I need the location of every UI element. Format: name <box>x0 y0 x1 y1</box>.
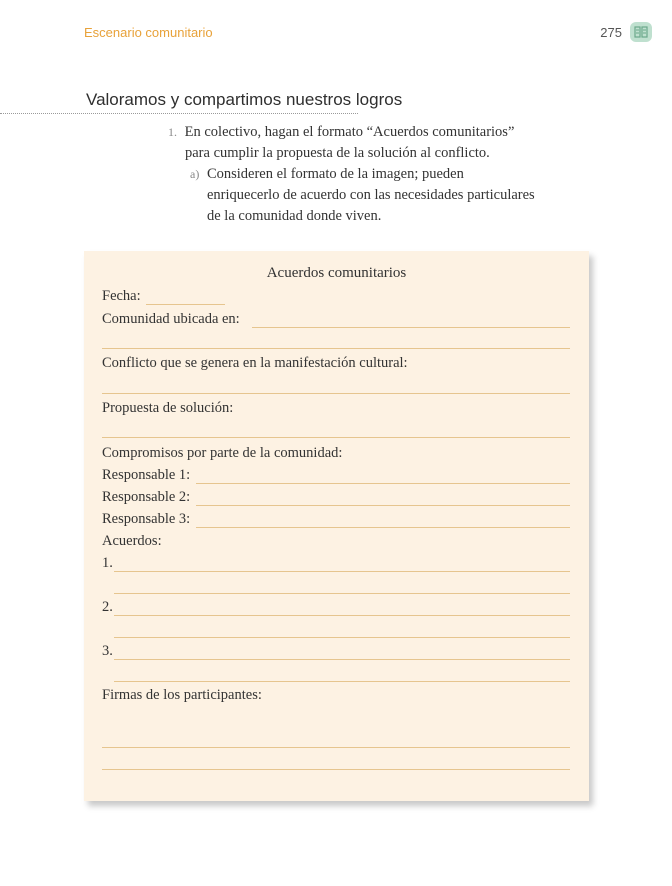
acuerdo-1-line-2[interactable] <box>114 593 570 594</box>
comunidad-line[interactable] <box>252 327 570 328</box>
field-label-responsable-1: Responsable 1: <box>102 467 191 483</box>
acuerdo-2-line-2[interactable] <box>114 637 570 638</box>
acuerdo-1-line[interactable] <box>114 571 570 572</box>
acuerdo-1-label: 1. <box>102 555 113 571</box>
book-icon <box>630 22 652 42</box>
subitem-label: a) <box>190 167 200 181</box>
field-label-firmas: Firmas de los participantes: <box>102 687 262 703</box>
instruction-line: de la comunidad donde viven. <box>207 208 382 224</box>
instruction-line: Consideren el formato de la imagen; pueden <box>206 166 464 182</box>
page-number: 275 <box>600 25 622 40</box>
field-label-fecha: Fecha: <box>102 288 141 304</box>
propuesta-line[interactable] <box>102 437 570 438</box>
firmas-line-2[interactable] <box>102 769 570 770</box>
field-label-acuerdos: Acuerdos: <box>102 533 162 549</box>
item-number: 1. <box>168 125 177 139</box>
field-label-comunidad: Comunidad ubicada en: <box>102 311 240 327</box>
acuerdo-2-line[interactable] <box>114 615 570 616</box>
instruction-subitem-a <box>190 164 464 185</box>
agreements-form-card <box>84 251 589 801</box>
acuerdo-3-label: 3. <box>102 643 113 659</box>
acuerdo-3-line-2[interactable] <box>114 681 570 682</box>
section-title: Valoramos y compartimos nuestros logros <box>86 90 403 109</box>
field-label-compromisos: Compromisos por parte de la comunidad: <box>102 445 343 461</box>
comunidad-line-2[interactable] <box>102 348 570 349</box>
conflicto-line[interactable] <box>102 393 570 394</box>
header-section-label: Escenario comunitario <box>84 25 213 40</box>
responsable-2-line[interactable] <box>196 505 570 506</box>
instruction-line: En colectivo, hagan el formato “Acuerdos comunitarios” <box>184 124 515 140</box>
fecha-line[interactable] <box>146 304 225 305</box>
instruction-line: para cumplir la propuesta de la solución al conflicto. <box>185 145 490 161</box>
form-title: Acuerdos comunitarios <box>266 265 407 281</box>
firmas-line-1[interactable] <box>102 747 570 748</box>
field-label-responsable-2: Responsable 2: <box>102 489 191 505</box>
instruction-item-1 <box>168 122 514 143</box>
responsable-1-line[interactable] <box>196 483 570 484</box>
field-label-conflicto: Conflicto que se genera en la manifestación cultural: <box>102 355 408 371</box>
field-label-propuesta: Propuesta de solución: <box>102 400 234 416</box>
responsable-3-line[interactable] <box>196 527 570 528</box>
acuerdo-2-label: 2. <box>102 599 113 615</box>
acuerdo-3-line[interactable] <box>114 659 570 660</box>
instruction-line: enriquecerlo de acuerdo con las necesidades particulares <box>207 187 535 203</box>
field-label-responsable-3: Responsable 3: <box>102 511 191 527</box>
title-rule <box>0 113 358 114</box>
